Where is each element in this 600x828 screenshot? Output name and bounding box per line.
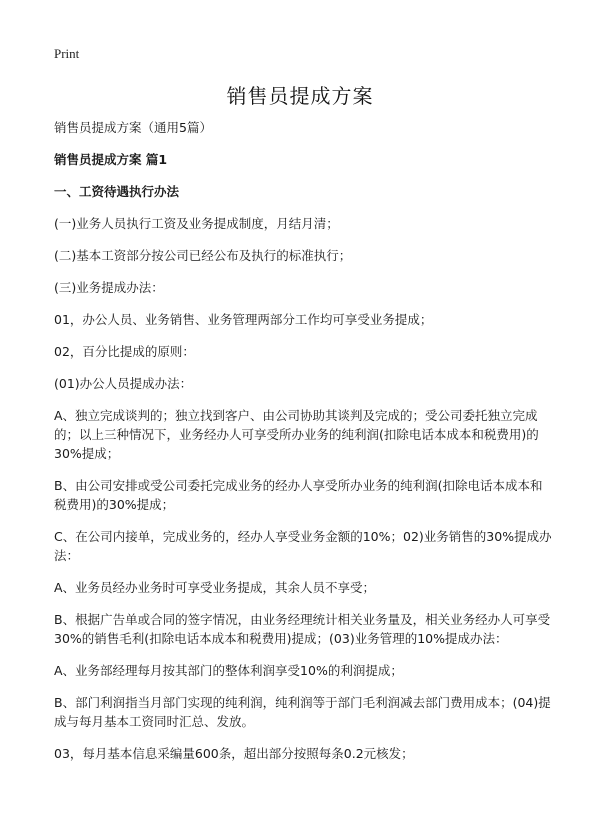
paragraph: 03，每月基本信息采编量600条，超出部分按照每条0.2元核发；	[54, 746, 414, 761]
paragraph: (一)业务人员执行工资及业务提成制度，月结月清；	[54, 216, 339, 231]
paragraph: A、独立完成谈判的；独立找到客户、由公司协助其谈判及完成的；受公司委托独立完成的；以上三种情况下，业务经办人可享受所办业务的纯利润(扣除电话本成本和税费用)的30%提成；	[54, 408, 539, 461]
paragraph: B、根据广告单或合同的签字情况，由业务经理统计相关业务量及，相关业务经办人可享受30%的销售毛利(扣除电话本成本和税费用)提成；(03)业务管理的10%提成办法：	[54, 612, 551, 646]
section-heading: 销售员提成方案 篇1	[54, 152, 168, 167]
document-title: 销售员提成方案	[226, 84, 374, 108]
paragraph: 01，办公人员、业务销售、业务管理两部分工作均可享受业务提成；	[54, 312, 433, 327]
document-body	[54, 118, 554, 776]
print-link[interactable]: Print	[54, 46, 80, 61]
paragraph: 02，百分比提成的原则：	[54, 344, 195, 359]
subsection-heading: 一、工资待遇执行办法	[54, 184, 180, 199]
paragraph: (01)办公人员提成办法：	[54, 376, 193, 391]
paragraph: C、在公司内接单，完成业务的，经办人享受业务金额的10%；02)业务销售的30%提成办法：	[54, 529, 552, 563]
paragraph: A、业务部经理每月按其部门的整体利润享受10%的利润提成；	[54, 663, 403, 678]
paragraph: (三)业务提成办法：	[54, 280, 164, 295]
paragraph: B、部门利润指当月部门实现的纯利润，纯利润等于部门毛利润减去部门费用成本；(04)提成与每月基本工资同时汇总、发放。	[54, 695, 551, 729]
paragraph: (二)基本工资部分按公司已经公布及执行的标准执行；	[54, 248, 352, 263]
subtitle-paragraph: 销售员提成方案（通用5篇）	[54, 120, 212, 135]
paragraph: A、业务员经办业务时可享受业务提成，其余人员不享受；	[54, 580, 376, 595]
paragraph: B、由公司安排或受公司委托完成业务的经办人享受所办业务的纯利润(扣除电话本成本和税费用)的30%提成；	[54, 478, 543, 512]
